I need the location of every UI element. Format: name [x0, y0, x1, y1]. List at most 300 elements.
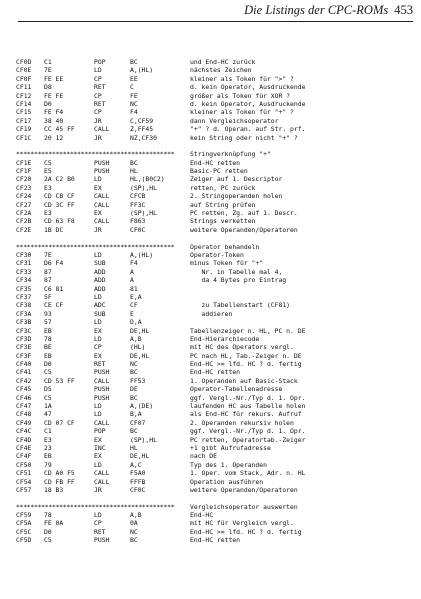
address: CF5C	[16, 527, 32, 536]
comment: 2. Stringoperanden holen	[190, 192, 283, 201]
hex-bytes: 7E	[44, 250, 52, 259]
mnemonic: PUSH	[94, 385, 110, 394]
comment: End-HC retten	[190, 158, 241, 167]
operand: EE	[130, 74, 138, 83]
address: CF3E	[16, 343, 32, 352]
listing-line	[16, 310, 416, 318]
address: CF24	[16, 192, 32, 201]
hex-bytes: E3	[44, 183, 52, 192]
operand: 0A	[130, 519, 138, 528]
mnemonic: CALL	[94, 376, 110, 385]
address: CF3A	[16, 309, 32, 318]
mnemonic: LD	[94, 318, 102, 327]
mnemonic: PUSH	[94, 393, 110, 402]
comment: mit HC für Vergleich vergl.	[190, 519, 294, 528]
listing-line	[16, 167, 416, 175]
address: CF4C	[16, 427, 32, 436]
operand: FF53	[130, 376, 146, 385]
listing-line	[16, 478, 416, 486]
mnemonic: JR	[94, 485, 102, 494]
hex-bytes: 2A C2 B0	[44, 175, 75, 184]
address: CF46	[16, 393, 32, 402]
listing-line	[16, 377, 416, 385]
hex-bytes: FE EE	[44, 74, 64, 83]
address: CF3B	[16, 318, 32, 327]
hex-bytes: D8	[44, 83, 52, 92]
address: CF2E	[16, 225, 32, 234]
hex-bytes: C1	[44, 427, 52, 436]
operand: CF07	[130, 418, 146, 427]
mnemonic: CP	[94, 519, 102, 528]
mnemonic: CALL	[94, 217, 110, 226]
operand: A	[130, 276, 134, 285]
section-header	[16, 503, 416, 511]
listing-line	[16, 444, 416, 452]
comment: Tabellenzeiger n. HL, PC n. DE	[190, 326, 306, 335]
operand: (SP),HL	[130, 183, 157, 192]
comment: auf String prüfen	[190, 200, 256, 209]
mnemonic: PUSH	[94, 158, 110, 167]
section-header	[16, 243, 416, 251]
operand: (SP),HL	[130, 435, 157, 444]
comment: nächstes Zeichen	[190, 66, 252, 75]
operand: BC	[130, 427, 138, 436]
mnemonic: LD	[94, 250, 102, 259]
comment: als End-HC für rekurs. Aufruf	[190, 410, 302, 419]
mnemonic: ADD	[94, 267, 106, 276]
comment: nach DE	[190, 452, 217, 461]
operand: HL,(B0C2)	[130, 175, 165, 184]
hex-bytes: 79	[44, 460, 52, 469]
hex-bytes: CD 63 F8	[44, 217, 75, 226]
hex-bytes: FE FE	[44, 91, 64, 100]
mnemonic: RET	[94, 527, 106, 536]
mnemonic: PUSH	[94, 536, 110, 545]
header-title: Die Listings der CPC-ROMs	[244, 3, 389, 17]
mnemonic: EX	[94, 452, 102, 461]
operand: BC	[130, 393, 138, 402]
address: CF4E	[16, 443, 32, 452]
operand: BC	[130, 158, 138, 167]
mnemonic: CALL	[94, 125, 110, 134]
operand: C,CF59	[130, 116, 154, 125]
hex-bytes: 5F	[44, 292, 52, 301]
hex-bytes: CD 53 FF	[44, 376, 75, 385]
comment: Zeiger auf 1. Descriptor	[190, 175, 283, 184]
comment: Basic-PC retten	[190, 167, 248, 176]
operand: CF0C	[130, 225, 146, 234]
mnemonic: LD	[94, 460, 102, 469]
listing-line	[16, 419, 416, 427]
address: CF14	[16, 99, 32, 108]
listing-line	[16, 259, 416, 267]
mnemonic: PUSH	[94, 167, 110, 176]
listing-line	[16, 108, 416, 116]
operand: F863	[130, 217, 146, 226]
operand: F4	[130, 108, 138, 117]
listing-line	[16, 209, 416, 217]
mnemonic: POP	[94, 58, 106, 66]
comment: mit HC des Operators vergl.	[190, 343, 294, 352]
address: CF48	[16, 410, 32, 419]
operand: BC	[130, 58, 138, 66]
hex-bytes: C5	[44, 393, 52, 402]
comment: Typ des 1. Operanden	[190, 460, 267, 469]
listing-line	[16, 117, 416, 125]
section-divider: ********************************************	[16, 150, 175, 159]
hex-bytes: 93	[44, 309, 52, 318]
address: CF5D	[16, 536, 32, 545]
mnemonic: LD	[94, 334, 102, 343]
running-header	[18, 3, 413, 20]
address: CF30	[16, 250, 32, 259]
listing-line	[16, 402, 416, 410]
address: CF11	[16, 83, 32, 92]
mnemonic: EX	[94, 183, 102, 192]
hex-bytes: EB	[44, 452, 52, 461]
listing-line	[16, 217, 416, 225]
hex-bytes: 23	[44, 443, 52, 452]
listing-line	[16, 66, 416, 74]
block-gap	[16, 142, 416, 150]
operand: DE,HL	[130, 452, 150, 461]
hex-bytes: E5	[44, 167, 52, 176]
hex-bytes: CD FB FF	[44, 477, 75, 486]
listing-line	[16, 192, 416, 200]
hex-bytes: FE 0A	[44, 519, 64, 528]
address: CF12	[16, 91, 32, 100]
mnemonic: RET	[94, 83, 106, 92]
header-rule	[18, 21, 413, 22]
address: CF35	[16, 284, 32, 293]
operand: FF3C	[130, 200, 146, 209]
listing-line	[16, 184, 416, 192]
hex-bytes: E3	[44, 435, 52, 444]
hex-bytes: D0	[44, 360, 52, 369]
hex-bytes: 1A	[44, 402, 52, 411]
listing-line	[16, 125, 416, 133]
address: CF27	[16, 200, 32, 209]
listing-line	[16, 293, 416, 301]
listing-line	[16, 327, 416, 335]
mnemonic: CALL	[94, 200, 110, 209]
operand: E	[130, 309, 134, 318]
address: CF51	[16, 469, 32, 478]
comment: d. kein Operator, Ausdruckende	[190, 99, 306, 108]
operand: B,A	[130, 410, 142, 419]
mnemonic: LD	[94, 292, 102, 301]
listing-line	[16, 352, 416, 360]
hex-bytes: CC 45 FF	[44, 125, 75, 134]
comment: retten, PC zurück	[190, 183, 256, 192]
listing-line	[16, 276, 416, 284]
address: CF47	[16, 402, 32, 411]
operand: A,(DE)	[130, 402, 154, 411]
hex-bytes: FE F4	[44, 108, 64, 117]
hex-bytes: CE CF	[44, 301, 64, 310]
mnemonic: LD	[94, 66, 102, 75]
address: CF40	[16, 360, 32, 369]
operand: DE,HL	[130, 351, 150, 360]
block-gap	[16, 234, 416, 242]
mnemonic: PUSH	[94, 368, 110, 377]
mnemonic: EX	[94, 209, 102, 218]
listing-line	[16, 251, 416, 259]
hex-bytes: 87	[44, 276, 52, 285]
comment: Operator-Token	[190, 250, 244, 259]
mnemonic: LD	[94, 511, 102, 520]
address: CF17	[16, 116, 32, 125]
address: CF37	[16, 292, 32, 301]
mnemonic: LD	[94, 410, 102, 419]
listing-line	[16, 528, 416, 536]
listing-line	[16, 134, 416, 142]
mnemonic: CP	[94, 343, 102, 352]
mnemonic: JR	[94, 225, 102, 234]
comment: End-HC retten	[190, 368, 241, 377]
mnemonic: CP	[94, 91, 102, 100]
address: CF34	[16, 276, 32, 285]
address: CF4F	[16, 452, 32, 461]
comment: weitere Operanden/Operatoren	[190, 225, 298, 234]
mnemonic: CALL	[94, 477, 110, 486]
comment: "+" ? d. Operan. auf Str. prf.	[190, 125, 306, 134]
hex-bytes: 38 40	[44, 116, 64, 125]
comment: PC nach HL, Tab.-Zeiger n. DE	[190, 351, 302, 360]
hex-bytes: 20 12	[44, 133, 64, 142]
listing-line	[16, 285, 416, 293]
operand: DE	[130, 385, 138, 394]
operand: A	[130, 267, 134, 276]
comment: Strings verketten	[190, 217, 256, 226]
operand: HL	[130, 443, 138, 452]
comment: laufenden HC aus Tabelle holen	[190, 402, 306, 411]
operand: A,B	[130, 334, 142, 343]
comment: und End-HC zurück	[190, 58, 256, 66]
listing-line	[16, 452, 416, 460]
operand: NC	[130, 527, 138, 536]
section-title: Operator behandeln	[190, 242, 260, 251]
hex-bytes: 47	[44, 410, 52, 419]
hex-bytes: CD A0 F5	[44, 469, 75, 478]
listing-line	[16, 360, 416, 368]
listing-line	[16, 268, 416, 276]
operand: 81	[130, 284, 138, 293]
address: CF45	[16, 385, 32, 394]
operand: A,(HL)	[130, 66, 154, 75]
comment: PC retten, Zg. auf 1. Descr.	[190, 209, 298, 218]
address: CF0D	[16, 58, 32, 66]
page-number: 453	[394, 3, 413, 17]
hex-bytes: D5	[44, 385, 52, 394]
listing-line	[16, 368, 416, 376]
comment: End-HC >= lfd. HC ? d. fertig	[190, 360, 302, 369]
address: CF4D	[16, 435, 32, 444]
block-gap	[16, 494, 416, 502]
address: CF15	[16, 108, 32, 117]
listing-line	[16, 318, 416, 326]
operand: BC	[130, 368, 138, 377]
comment: dann Vergleichsoperator	[190, 116, 279, 125]
section-header	[16, 150, 416, 158]
address: CF0F	[16, 74, 32, 83]
comment: End-HC retten	[190, 536, 241, 545]
operand: NZ,CF30	[130, 133, 157, 142]
operand: BC	[130, 536, 138, 545]
hex-bytes: CD 3C FF	[44, 200, 75, 209]
hex-bytes: C1	[44, 58, 52, 66]
comment: End-HC	[190, 511, 214, 520]
listing-line	[16, 469, 416, 477]
address: CF1E	[16, 158, 32, 167]
address: CF2B	[16, 217, 32, 226]
hex-bytes: 87	[44, 267, 52, 276]
hex-bytes: 7E	[44, 66, 52, 75]
operand: A,(HL)	[130, 250, 154, 259]
address: CF3F	[16, 351, 32, 360]
comment: ggf. Vergl.-Nr./Typ d. 1. Opr.	[190, 427, 306, 436]
listing-line	[16, 394, 416, 402]
hex-bytes: E3	[44, 209, 52, 218]
listing-line	[16, 410, 416, 418]
hex-bytes: D0	[44, 527, 52, 536]
operand: FE	[130, 91, 138, 100]
mnemonic: ADC	[94, 301, 106, 310]
listing-line	[16, 343, 416, 351]
address: CF50	[16, 460, 32, 469]
assembly-listing	[16, 58, 416, 545]
operand: A,B	[130, 511, 142, 520]
address: CF0E	[16, 66, 32, 75]
listing-line	[16, 486, 416, 494]
operand: A,C	[130, 460, 142, 469]
listing-line	[16, 511, 416, 519]
address: CF3D	[16, 334, 32, 343]
listing-line	[16, 58, 416, 66]
address: CF1C	[16, 133, 32, 142]
address: CF38	[16, 301, 32, 310]
address: CF42	[16, 376, 32, 385]
comment: 1. Oper. vom Stack, Adr. n. HL	[190, 469, 306, 478]
comment: 2. Operanden rekursiv holen	[190, 418, 294, 427]
address: CF2A	[16, 209, 32, 218]
mnemonic: CALL	[94, 192, 110, 201]
operand: D,A	[130, 318, 142, 327]
mnemonic: CP	[94, 108, 102, 117]
operand: CF0C	[130, 485, 146, 494]
mnemonic: INC	[94, 443, 106, 452]
section-title: Vergleichsoperator auswerten	[190, 502, 298, 511]
hex-bytes: CD CB CF	[44, 192, 75, 201]
comment: größer als Token für XOR ?	[190, 91, 291, 100]
hex-bytes: D6 F4	[44, 259, 64, 268]
mnemonic: EX	[94, 435, 102, 444]
mnemonic: LD	[94, 175, 102, 184]
operand: F5A0	[130, 469, 146, 478]
address: CF1F	[16, 167, 32, 176]
listing-line	[16, 536, 416, 544]
mnemonic: ADD	[94, 276, 106, 285]
comment: +1 gibt Aufrufadresse	[190, 443, 271, 452]
address: CF20	[16, 175, 32, 184]
comment: 1. Operanden auf Basic-Stack	[190, 376, 298, 385]
listing-line	[16, 201, 416, 209]
address: CF23	[16, 183, 32, 192]
operand: (HL)	[130, 343, 146, 352]
operand: CFCB	[130, 192, 146, 201]
mnemonic: ADD	[94, 284, 106, 293]
comment: d. kein Operator, Ausdruckende	[190, 83, 306, 92]
mnemonic: RET	[94, 360, 106, 369]
listing-line	[16, 83, 416, 91]
comment: zu Tabellenstart (CF81)	[190, 301, 291, 310]
mnemonic: SUB	[94, 259, 106, 268]
mnemonic: JR	[94, 116, 102, 125]
operand: Z,FF45	[130, 125, 154, 134]
hex-bytes: EB	[44, 351, 52, 360]
address: CF31	[16, 259, 32, 268]
operand: (SP),HL	[130, 209, 157, 218]
listing-line	[16, 436, 416, 444]
hex-bytes: C5	[44, 536, 52, 545]
listing-line	[16, 159, 416, 167]
address: CF59	[16, 511, 32, 520]
operand: DE,HL	[130, 326, 150, 335]
address: CF33	[16, 267, 32, 276]
hex-bytes: 78	[44, 511, 52, 520]
comment: minus Token für "+"	[190, 259, 264, 268]
hex-bytes: C6 81	[44, 284, 64, 293]
operand: E,A	[130, 292, 142, 301]
comment: Operator-Tabellenadresse	[190, 385, 283, 394]
hex-bytes: 1B DC	[44, 225, 64, 234]
listing-line	[16, 427, 416, 435]
operand: C	[130, 83, 134, 92]
address: CF57	[16, 485, 32, 494]
listing-line	[16, 75, 416, 83]
hex-bytes: BE	[44, 343, 52, 352]
mnemonic: EX	[94, 351, 102, 360]
hex-bytes: CD 07 CF	[44, 418, 75, 427]
mnemonic: SUB	[94, 309, 106, 318]
listing-line	[16, 301, 416, 309]
section-divider: ********************************************	[16, 502, 175, 511]
comment: kleiner als Token für "+" ?	[190, 108, 294, 117]
comment: PC retten, Operatortab.-Zeiger	[190, 435, 306, 444]
listing-line	[16, 385, 416, 393]
listing-line	[16, 519, 416, 527]
comment: Operation ausführen	[190, 477, 264, 486]
mnemonic: RET	[94, 99, 106, 108]
address: CF41	[16, 368, 32, 377]
listing-line	[16, 226, 416, 234]
listing-line	[16, 92, 416, 100]
mnemonic: JR	[94, 133, 102, 142]
hex-bytes: D0	[44, 99, 52, 108]
address: CF5A	[16, 519, 32, 528]
comment: addieren	[190, 309, 233, 318]
listing-line	[16, 335, 416, 343]
hex-bytes: C5	[44, 368, 52, 377]
address: CF19	[16, 125, 32, 134]
listing-line	[16, 461, 416, 469]
comment: kleiner als Token für ">" ?	[190, 74, 294, 83]
address: CF54	[16, 477, 32, 486]
mnemonic: CP	[94, 74, 102, 83]
mnemonic: CALL	[94, 469, 110, 478]
operand: NC	[130, 360, 138, 369]
hex-bytes: 78	[44, 334, 52, 343]
